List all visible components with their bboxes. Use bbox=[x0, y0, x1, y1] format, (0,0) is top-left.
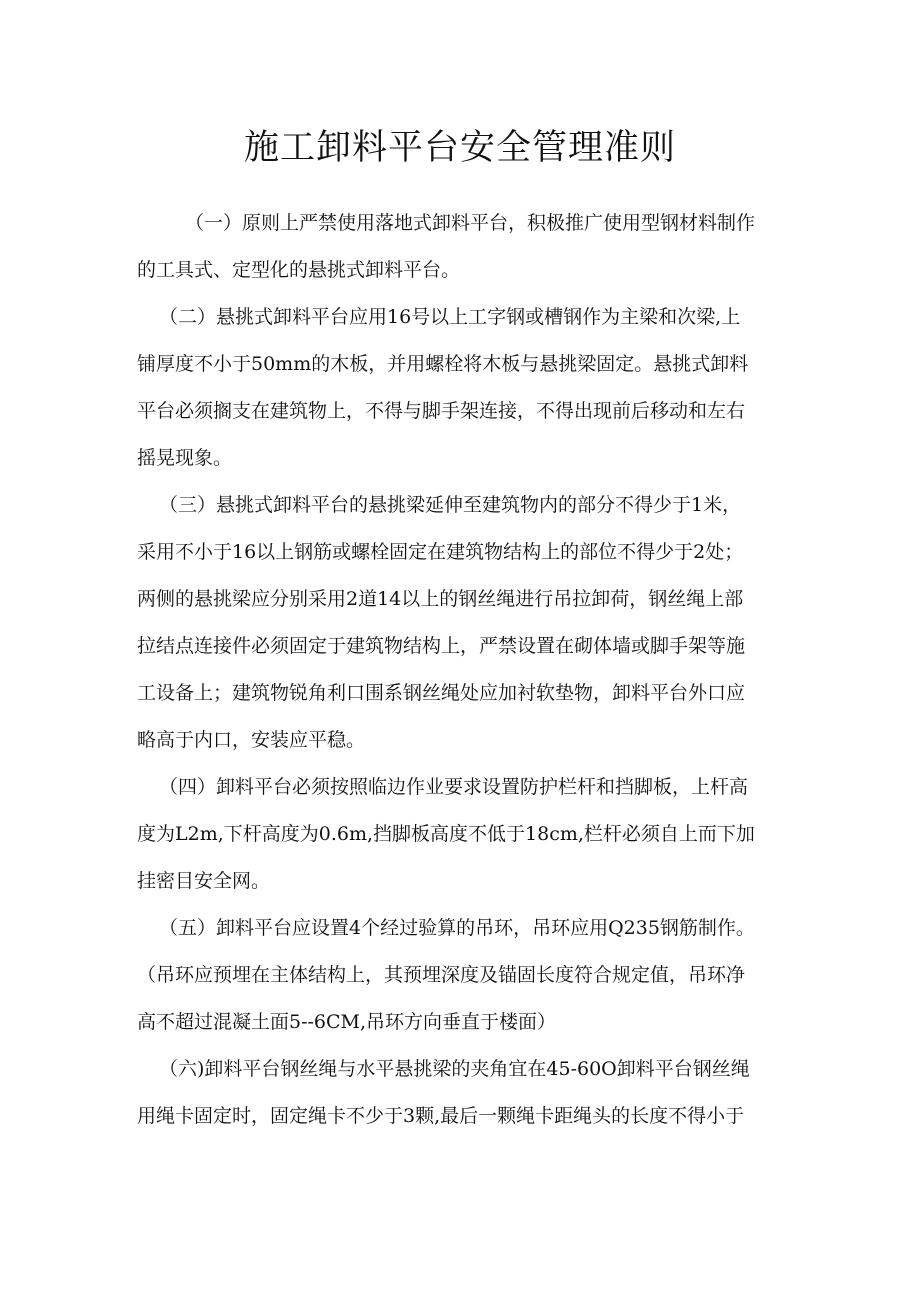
text-line: 略高于内口，安装应平稳。 bbox=[137, 729, 366, 751]
text-line: 高不超过混凝土面5--6CM,吊环方向垂直于楼面） bbox=[137, 1011, 557, 1033]
text-line: （一）原则上严禁使用落地式卸料平台，积极推广使用型钢材料制作 bbox=[185, 212, 756, 234]
paragraph-6 bbox=[137, 1046, 791, 1140]
text-line: （五）卸料平台应设置4个经过验算的吊环，吊环应用Q235钢筋制作。 bbox=[159, 917, 755, 939]
text-line: 拉结点连接件必须固定于建筑物结构上，严禁设置在砌体墙或脚手架等施 bbox=[137, 635, 746, 657]
text-line: 两侧的悬挑梁应分别采用2道14以上的钢丝绳进行吊拉卸荷，钢丝绳上部 bbox=[137, 588, 744, 610]
page-title: 施工卸料平台安全管理准则 bbox=[243, 128, 676, 168]
text-line: 用绳卡固定时，固定绳卡不少于3颗,最后一颗绳卡距绳头的长度不得小于 bbox=[137, 1105, 745, 1127]
text-line: 的工具式、定型化的悬挑式卸料平台。 bbox=[137, 259, 461, 281]
text-line: 挂密目安全网。 bbox=[137, 870, 271, 892]
text-line: 摇晃现象。 bbox=[137, 447, 233, 469]
text-line: （四）卸料平台必须按照临边作业要求设置防护栏杆和挡脚板，上杆高 bbox=[159, 776, 749, 798]
text-line: 工设备上；建筑物锐角利口围系钢丝绳处应加衬软垫物，卸料平台外口应 bbox=[137, 682, 746, 704]
text-line: （二）悬挑式卸料平台应用16号以上工字钢或槽钢作为主梁和次梁,上 bbox=[159, 306, 741, 328]
paragraph-2 bbox=[137, 294, 791, 482]
text-line: 平台必须搁支在建筑物上，不得与脚手架连接，不得出现前后移动和左右 bbox=[137, 400, 746, 422]
text-line: 铺厚度不小于50mm的木板，并用螺栓将木板与悬挑梁固定。悬挑式卸料 bbox=[137, 353, 749, 375]
text-line: 采用不小于16以上钢筋或螺栓固定在建筑物结构上的部位不得少于2处； bbox=[137, 541, 744, 563]
paragraph-3 bbox=[137, 482, 791, 764]
text-line: （六)卸料平台钢丝绳与水平悬挑梁的夹角宜在45-60O卸料平台钢丝绳 bbox=[159, 1058, 750, 1080]
document-body bbox=[137, 200, 791, 1140]
text-line: （三）悬挑式卸料平台的悬挑梁延伸至建筑物内的部分不得少于1米， bbox=[159, 494, 742, 516]
text-line: 度为L2m,下杆高度为0.6m,挡脚板高度不低于18cm,栏杆必须自上而下加 bbox=[137, 823, 755, 845]
paragraph-4 bbox=[137, 764, 791, 905]
text-line: （吊环应预埋在主体结构上，其预埋深度及锚固长度符合规定值，吊环净 bbox=[137, 964, 746, 986]
paragraph-1 bbox=[137, 200, 791, 294]
paragraph-5 bbox=[137, 905, 791, 1046]
